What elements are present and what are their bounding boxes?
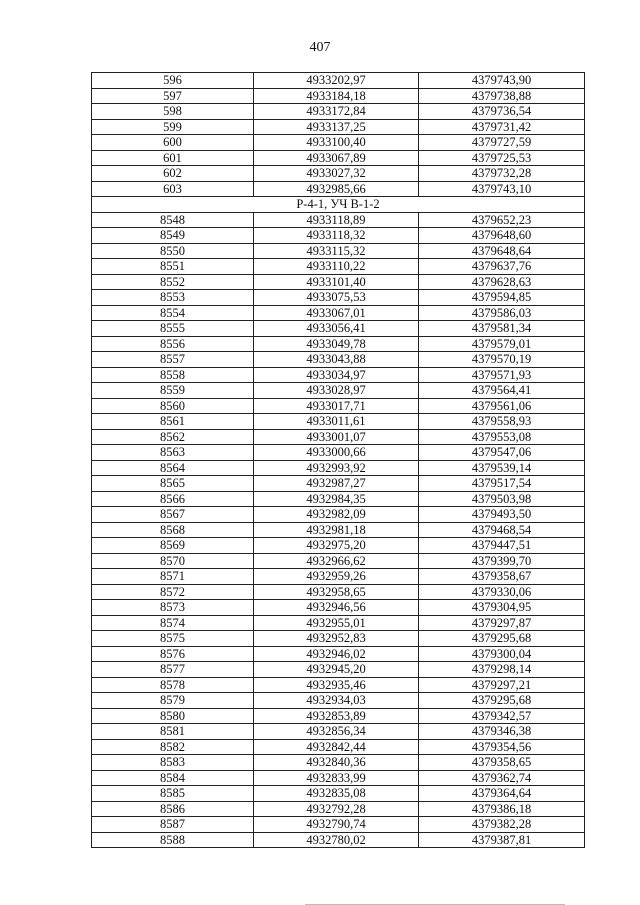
table-row — [92, 259, 585, 275]
y-coordinate-cell: 4379743,10 — [419, 181, 585, 197]
section-heading-group — [92, 197, 585, 213]
y-coordinate-cell: 4379725,53 — [419, 150, 585, 166]
x-coordinate-cell: 4932945,20 — [254, 662, 419, 678]
y-coordinate-cell: 4379727,59 — [419, 135, 585, 151]
table-row — [92, 677, 585, 693]
point-number-cell: 8560 — [92, 398, 254, 414]
y-coordinate-cell: 4379304,95 — [419, 600, 585, 616]
y-coordinate-cell: 4379547,06 — [419, 445, 585, 461]
table-row — [92, 724, 585, 740]
table-row — [92, 584, 585, 600]
y-coordinate-cell: 4379571,93 — [419, 367, 585, 383]
y-coordinate-cell: 4379731,42 — [419, 119, 585, 135]
y-coordinate-cell: 4379382,28 — [419, 817, 585, 833]
point-number-cell: 8575 — [92, 631, 254, 647]
x-coordinate-cell: 4933028,97 — [254, 383, 419, 399]
x-coordinate-cell: 4933137,25 — [254, 119, 419, 135]
table-row — [92, 181, 585, 197]
y-coordinate-cell: 4379295,68 — [419, 693, 585, 709]
point-number-cell: 8577 — [92, 662, 254, 678]
point-number-cell: 596 — [92, 73, 254, 89]
y-coordinate-cell: 4379738,88 — [419, 88, 585, 104]
y-coordinate-cell: 4379743,90 — [419, 73, 585, 89]
y-coordinate-cell: 4379493,50 — [419, 507, 585, 523]
section-heading-row — [92, 197, 585, 213]
x-coordinate-cell: 4933118,32 — [254, 228, 419, 244]
x-coordinate-cell: 4933115,32 — [254, 243, 419, 259]
y-coordinate-cell: 4379295,68 — [419, 631, 585, 647]
table-row — [92, 212, 585, 228]
x-coordinate-cell: 4932946,02 — [254, 646, 419, 662]
x-coordinate-cell: 4932966,62 — [254, 553, 419, 569]
y-coordinate-cell: 4379736,54 — [419, 104, 585, 120]
point-number-cell: 8564 — [92, 460, 254, 476]
y-coordinate-cell: 4379330,06 — [419, 584, 585, 600]
y-coordinate-cell: 4379468,54 — [419, 522, 585, 538]
table-row — [92, 476, 585, 492]
x-coordinate-cell: 4933001,07 — [254, 429, 419, 445]
table-row — [92, 507, 585, 523]
table-row — [92, 491, 585, 507]
x-coordinate-cell: 4933110,22 — [254, 259, 419, 275]
section-heading: Р-4-1, УЧ В-1-2 — [92, 197, 585, 213]
x-coordinate-cell: 4932833,99 — [254, 770, 419, 786]
y-coordinate-cell: 4379358,67 — [419, 569, 585, 585]
point-number-cell: 8587 — [92, 817, 254, 833]
x-coordinate-cell: 4932959,26 — [254, 569, 419, 585]
y-coordinate-cell: 4379648,64 — [419, 243, 585, 259]
x-coordinate-cell: 4932987,27 — [254, 476, 419, 492]
x-coordinate-cell: 4932935,46 — [254, 677, 419, 693]
x-coordinate-cell: 4932842,44 — [254, 739, 419, 755]
table-row — [92, 336, 585, 352]
x-coordinate-cell: 4933101,40 — [254, 274, 419, 290]
y-coordinate-cell: 4379564,41 — [419, 383, 585, 399]
y-coordinate-cell: 4379637,76 — [419, 259, 585, 275]
x-coordinate-cell: 4932790,74 — [254, 817, 419, 833]
table-row — [92, 383, 585, 399]
table-row — [92, 460, 585, 476]
table-row — [92, 367, 585, 383]
x-coordinate-cell: 4932955,01 — [254, 615, 419, 631]
table-row — [92, 538, 585, 554]
y-coordinate-cell: 4379579,01 — [419, 336, 585, 352]
table-body-top — [92, 73, 585, 197]
table-row — [92, 290, 585, 306]
y-coordinate-cell: 4379297,21 — [419, 677, 585, 693]
point-number-cell: 600 — [92, 135, 254, 151]
point-number-cell: 8553 — [92, 290, 254, 306]
point-number-cell: 8586 — [92, 801, 254, 817]
x-coordinate-cell: 4933043,88 — [254, 352, 419, 368]
table-row — [92, 646, 585, 662]
y-coordinate-cell: 4379581,34 — [419, 321, 585, 337]
x-coordinate-cell: 4933100,40 — [254, 135, 419, 151]
point-number-cell: 8565 — [92, 476, 254, 492]
point-number-cell: 8578 — [92, 677, 254, 693]
y-coordinate-cell: 4379364,64 — [419, 786, 585, 802]
y-coordinate-cell: 4379342,57 — [419, 708, 585, 724]
x-coordinate-cell: 4933067,89 — [254, 150, 419, 166]
table-row — [92, 305, 585, 321]
point-number-cell: 8559 — [92, 383, 254, 399]
x-coordinate-cell: 4933202,97 — [254, 73, 419, 89]
table-row — [92, 228, 585, 244]
x-coordinate-cell: 4933172,84 — [254, 104, 419, 120]
x-coordinate-cell: 4933027,32 — [254, 166, 419, 182]
point-number-cell: 8552 — [92, 274, 254, 290]
table-row — [92, 693, 585, 709]
x-coordinate-cell: 4933000,66 — [254, 445, 419, 461]
x-coordinate-cell: 4932946,56 — [254, 600, 419, 616]
x-coordinate-cell: 4932981,18 — [254, 522, 419, 538]
point-number-cell: 8548 — [92, 212, 254, 228]
point-number-cell: 8588 — [92, 832, 254, 848]
y-coordinate-cell: 4379586,03 — [419, 305, 585, 321]
x-coordinate-cell: 4933075,53 — [254, 290, 419, 306]
y-coordinate-cell: 4379517,54 — [419, 476, 585, 492]
y-coordinate-cell: 4379558,93 — [419, 414, 585, 430]
point-number-cell: 8582 — [92, 739, 254, 755]
y-coordinate-cell: 4379297,87 — [419, 615, 585, 631]
point-number-cell: 8572 — [92, 584, 254, 600]
y-coordinate-cell: 4379386,18 — [419, 801, 585, 817]
point-number-cell: 8566 — [92, 491, 254, 507]
x-coordinate-cell: 4933049,78 — [254, 336, 419, 352]
point-number-cell: 8584 — [92, 770, 254, 786]
point-number-cell: 8580 — [92, 708, 254, 724]
x-coordinate-cell: 4932840,36 — [254, 755, 419, 771]
x-coordinate-cell: 4933184,18 — [254, 88, 419, 104]
point-number-cell: 8568 — [92, 522, 254, 538]
point-number-cell: 8573 — [92, 600, 254, 616]
y-coordinate-cell: 4379346,38 — [419, 724, 585, 740]
x-coordinate-cell: 4933067,01 — [254, 305, 419, 321]
point-number-cell: 601 — [92, 150, 254, 166]
point-number-cell: 603 — [92, 181, 254, 197]
table-row — [92, 832, 585, 848]
table-row — [92, 352, 585, 368]
table-row — [92, 770, 585, 786]
x-coordinate-cell: 4932975,20 — [254, 538, 419, 554]
y-coordinate-cell: 4379732,28 — [419, 166, 585, 182]
point-number-cell: 8563 — [92, 445, 254, 461]
point-number-cell: 8551 — [92, 259, 254, 275]
table-row — [92, 817, 585, 833]
y-coordinate-cell: 4379387,81 — [419, 832, 585, 848]
table-row — [92, 104, 585, 120]
x-coordinate-cell: 4933011,61 — [254, 414, 419, 430]
point-number-cell: 8556 — [92, 336, 254, 352]
x-coordinate-cell: 4933118,89 — [254, 212, 419, 228]
point-number-cell: 8583 — [92, 755, 254, 771]
table-row — [92, 801, 585, 817]
point-number-cell: 597 — [92, 88, 254, 104]
point-number-cell: 8562 — [92, 429, 254, 445]
table-row — [92, 662, 585, 678]
y-coordinate-cell: 4379570,19 — [419, 352, 585, 368]
table-row — [92, 755, 585, 771]
y-coordinate-cell: 4379362,74 — [419, 770, 585, 786]
table-row — [92, 600, 585, 616]
point-number-cell: 8569 — [92, 538, 254, 554]
point-number-cell: 8558 — [92, 367, 254, 383]
point-number-cell: 599 — [92, 119, 254, 135]
table-row — [92, 398, 585, 414]
x-coordinate-cell: 4933056,41 — [254, 321, 419, 337]
point-number-cell: 8554 — [92, 305, 254, 321]
table-row — [92, 522, 585, 538]
table-row — [92, 150, 585, 166]
y-coordinate-cell: 4379358,65 — [419, 755, 585, 771]
x-coordinate-cell: 4932853,89 — [254, 708, 419, 724]
table-row — [92, 73, 585, 89]
point-number-cell: 8557 — [92, 352, 254, 368]
x-coordinate-cell: 4932984,35 — [254, 491, 419, 507]
table-row — [92, 274, 585, 290]
x-coordinate-cell: 4932835,08 — [254, 786, 419, 802]
point-number-cell: 602 — [92, 166, 254, 182]
y-coordinate-cell: 4379300,04 — [419, 646, 585, 662]
table-body-bottom — [92, 212, 585, 848]
y-coordinate-cell: 4379561,06 — [419, 398, 585, 414]
y-coordinate-cell: 4379652,23 — [419, 212, 585, 228]
point-number-cell: 8581 — [92, 724, 254, 740]
table-row — [92, 321, 585, 337]
point-number-cell: 8576 — [92, 646, 254, 662]
point-number-cell: 8550 — [92, 243, 254, 259]
x-coordinate-cell: 4932958,65 — [254, 584, 419, 600]
table-row — [92, 569, 585, 585]
table-row — [92, 708, 585, 724]
table-row — [92, 414, 585, 430]
table-row — [92, 631, 585, 647]
page-number: 407 — [309, 40, 331, 55]
y-coordinate-cell: 4379399,70 — [419, 553, 585, 569]
point-number-cell: 8549 — [92, 228, 254, 244]
point-number-cell: 8574 — [92, 615, 254, 631]
coordinates-table — [91, 72, 585, 848]
x-coordinate-cell: 4933034,97 — [254, 367, 419, 383]
y-coordinate-cell: 4379447,51 — [419, 538, 585, 554]
y-coordinate-cell: 4379503,98 — [419, 491, 585, 507]
point-number-cell: 8561 — [92, 414, 254, 430]
x-coordinate-cell: 4932985,66 — [254, 181, 419, 197]
x-coordinate-cell: 4932792,28 — [254, 801, 419, 817]
table-row — [92, 88, 585, 104]
x-coordinate-cell: 4932993,92 — [254, 460, 419, 476]
y-coordinate-cell: 4379298,14 — [419, 662, 585, 678]
table-row — [92, 553, 585, 569]
point-number-cell: 8570 — [92, 553, 254, 569]
table-row — [92, 135, 585, 151]
y-coordinate-cell: 4379354,56 — [419, 739, 585, 755]
y-coordinate-cell: 4379648,60 — [419, 228, 585, 244]
table-row — [92, 786, 585, 802]
table-row — [92, 739, 585, 755]
x-coordinate-cell: 4932856,34 — [254, 724, 419, 740]
point-number-cell: 8585 — [92, 786, 254, 802]
table-row — [92, 166, 585, 182]
table-row — [92, 615, 585, 631]
table-row — [92, 243, 585, 259]
point-number-cell: 598 — [92, 104, 254, 120]
y-coordinate-cell: 4379628,63 — [419, 274, 585, 290]
point-number-cell: 8555 — [92, 321, 254, 337]
point-number-cell: 8571 — [92, 569, 254, 585]
point-number-cell: 8567 — [92, 507, 254, 523]
x-coordinate-cell: 4932952,83 — [254, 631, 419, 647]
table-row — [92, 445, 585, 461]
table-row — [92, 119, 585, 135]
y-coordinate-cell: 4379594,85 — [419, 290, 585, 306]
table-row — [92, 429, 585, 445]
x-coordinate-cell: 4932934,03 — [254, 693, 419, 709]
x-coordinate-cell: 4932982,09 — [254, 507, 419, 523]
x-coordinate-cell: 4932780,02 — [254, 832, 419, 848]
point-number-cell: 8579 — [92, 693, 254, 709]
y-coordinate-cell: 4379553,08 — [419, 429, 585, 445]
x-coordinate-cell: 4933017,71 — [254, 398, 419, 414]
y-coordinate-cell: 4379539,14 — [419, 460, 585, 476]
